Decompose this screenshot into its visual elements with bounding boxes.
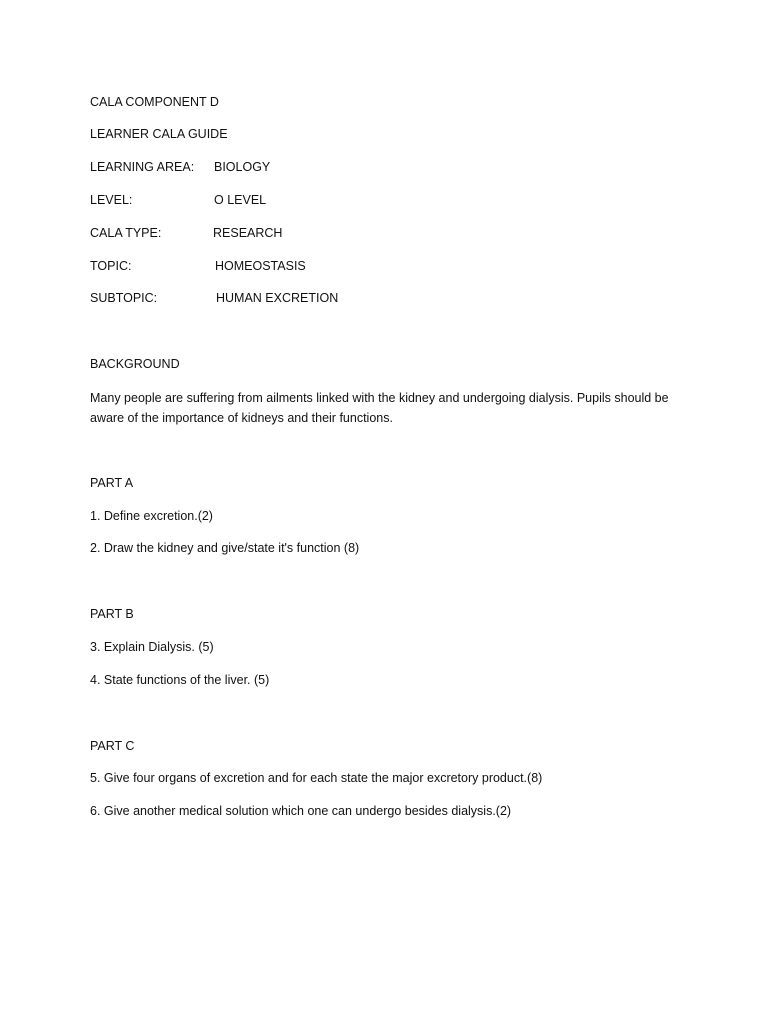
field-value-subtopic: HUMAN EXCRETION (216, 291, 339, 305)
background-text: Many people are suffering from ailments linked with the kidney and undergoing dialysis. Pupils should be aware of the importance of kidneys and their functions. (90, 391, 669, 425)
question-6: 6. Give another medical solution which one can undergo besides dialysis.(2) (90, 804, 512, 818)
field-label-cala-type: CALA TYPE: (90, 226, 162, 240)
question-1: 1. Define excretion.(2) (90, 509, 213, 523)
field-label-topic: TOPIC: (90, 259, 132, 273)
field-value-topic: HOMEOSTASIS (215, 259, 306, 273)
field-value-level: O LEVEL (214, 193, 267, 207)
field-label-level: LEVEL: (90, 193, 133, 207)
guide-title: LEARNER CALA GUIDE (90, 127, 228, 141)
background-heading: BACKGROUND (90, 357, 180, 371)
question-4: 4. State functions of the liver. (5) (90, 673, 270, 687)
part-c-heading: PART C (90, 739, 135, 753)
question-5: 5. Give four organs of excretion and for each state the major excretory product.(8) (90, 771, 543, 785)
component-title: CALA COMPONENT D (90, 95, 219, 109)
field-label-learning-area: LEARNING AREA: (90, 160, 195, 174)
field-value-learning-area: BIOLOGY (214, 160, 271, 174)
part-b-heading: PART B (90, 607, 134, 621)
field-label-subtopic: SUBTOPIC: (90, 291, 158, 305)
question-3: 3. Explain Dialysis. (5) (90, 640, 214, 654)
part-a-heading: PART A (90, 476, 134, 490)
question-2: 2. Draw the kidney and give/state it's function (8) (90, 541, 360, 555)
field-value-cala-type: RESEARCH (213, 226, 283, 240)
